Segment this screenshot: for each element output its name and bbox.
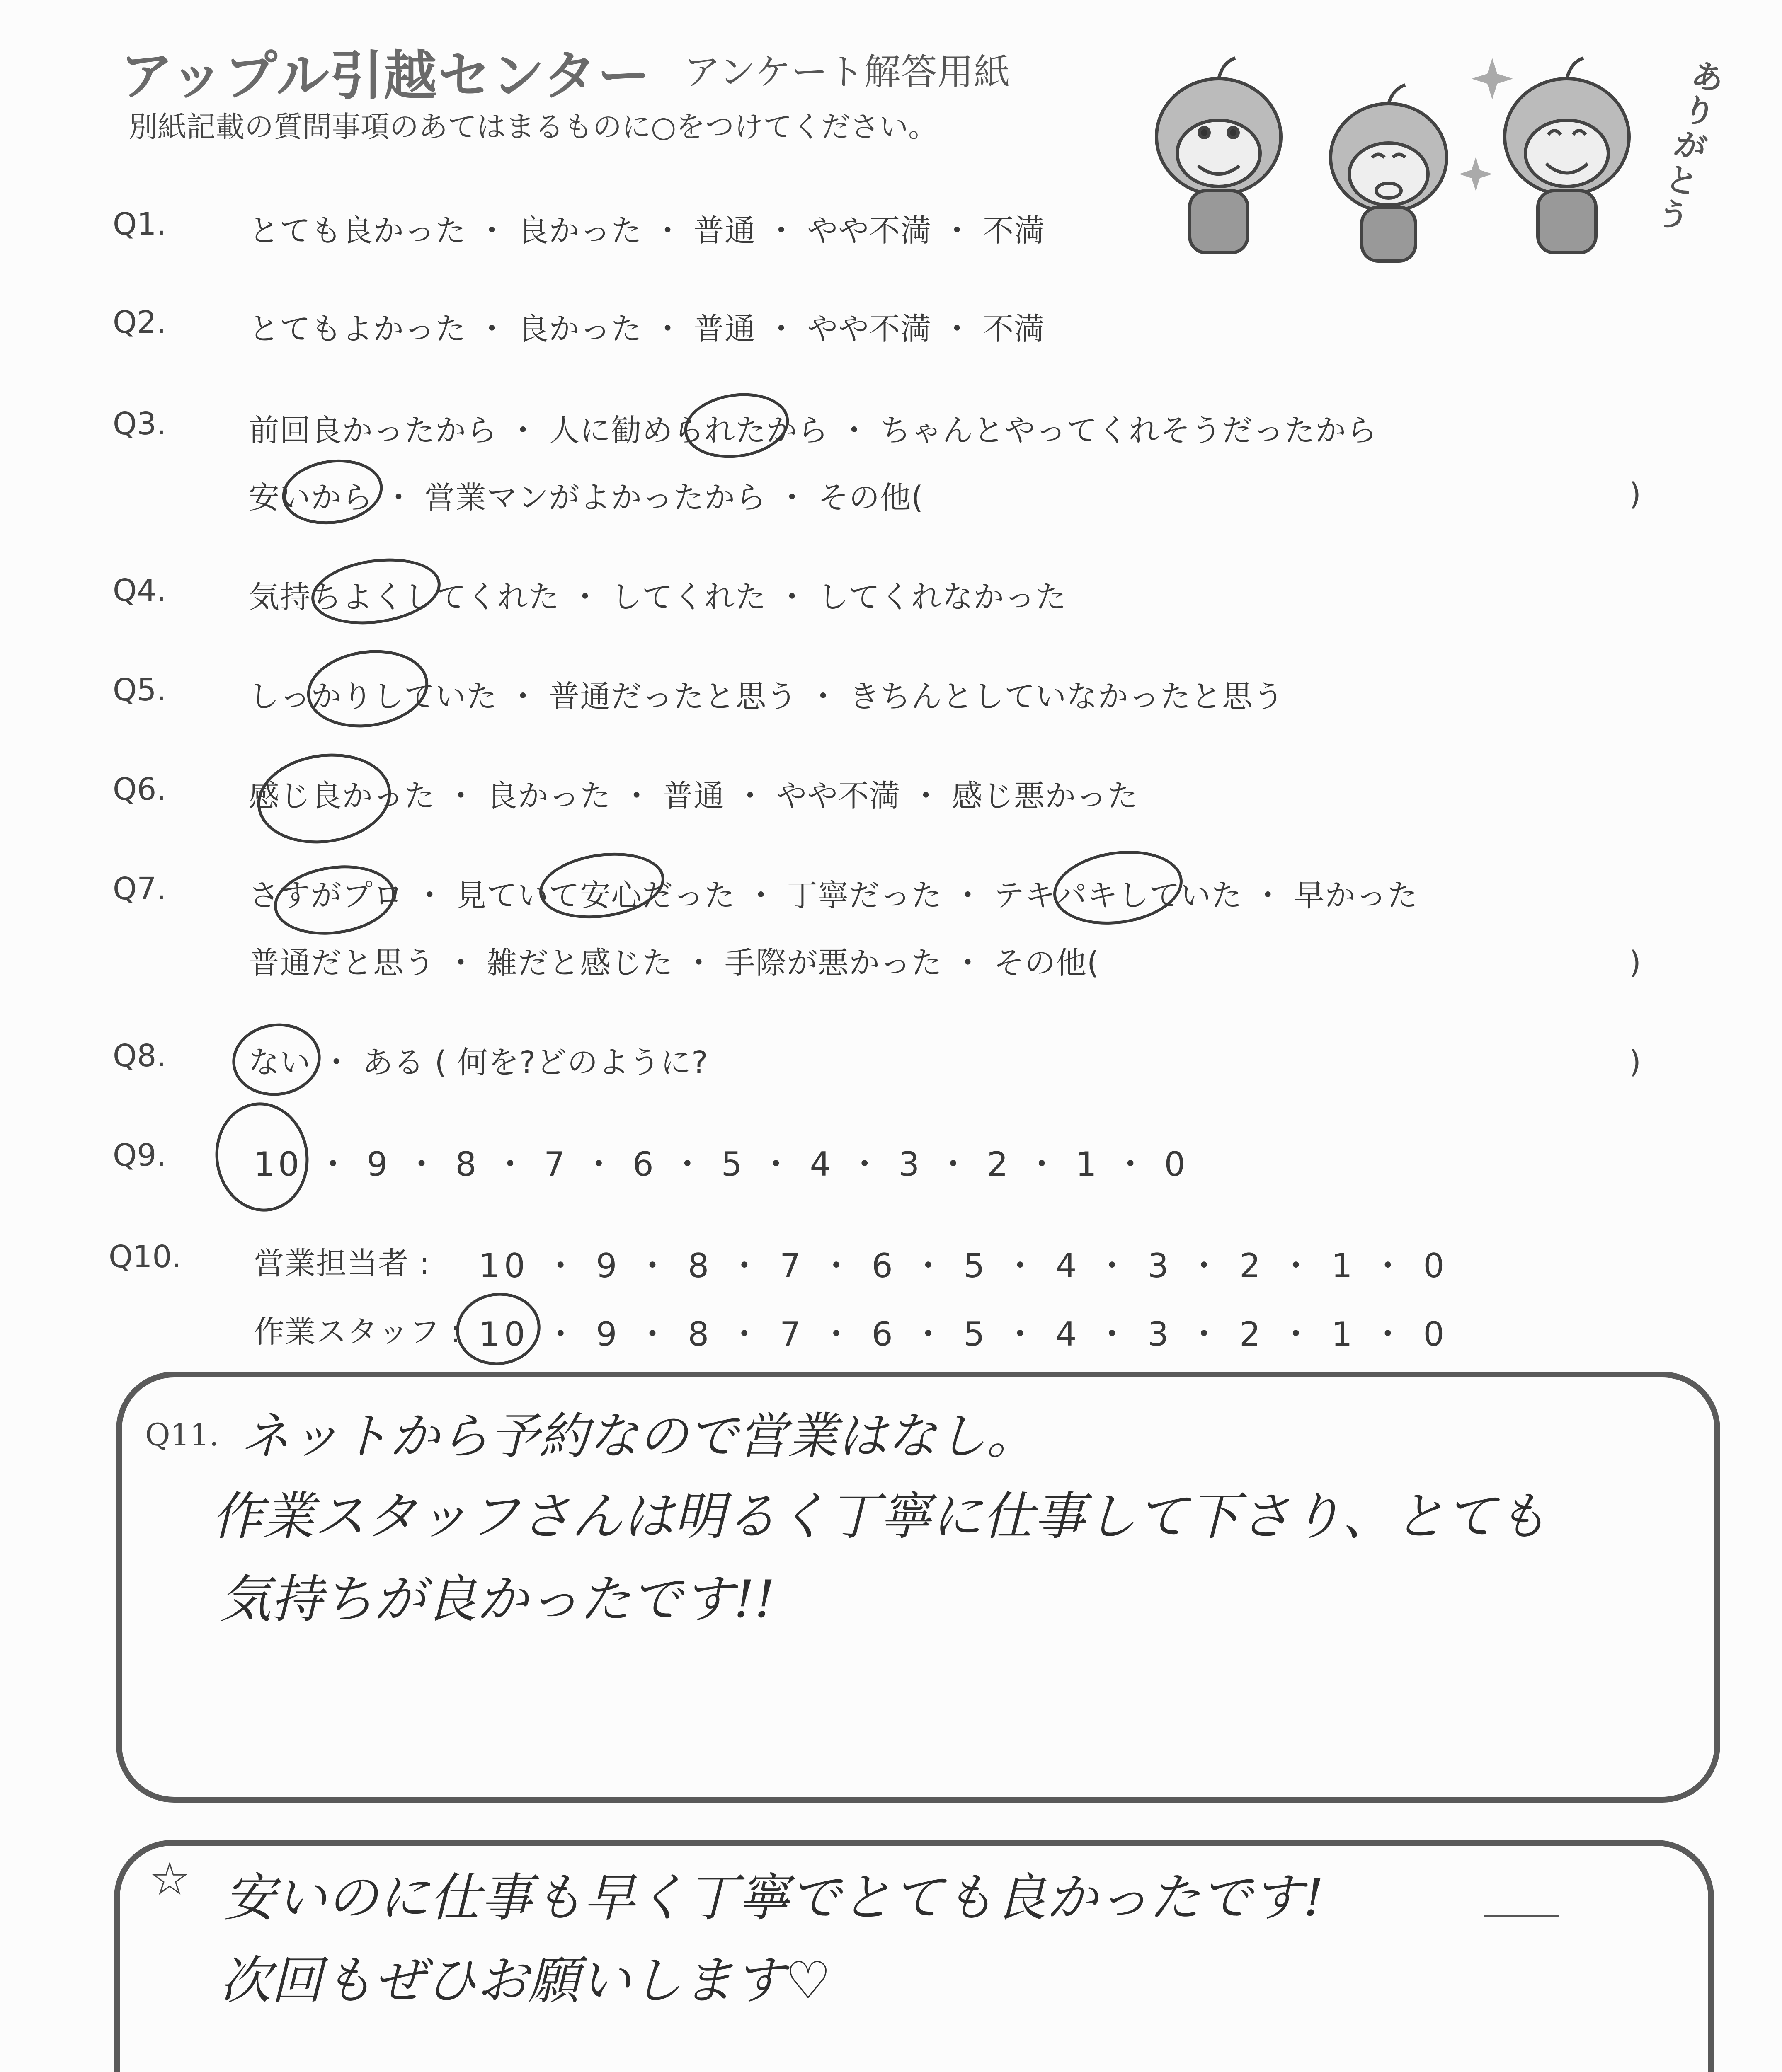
answer-circle-mark bbox=[278, 453, 387, 530]
answer-circle-mark bbox=[307, 551, 445, 632]
comment-line: 次回もぜひお願いします♡ bbox=[220, 1951, 832, 2011]
question-options: ない ・ ある ( 何を?どのように? bbox=[249, 1045, 708, 1080]
instruction-text: 別紙記載の質問事項のあてはまるものに○をつけてください。 bbox=[128, 110, 938, 144]
comment-line: 安いのに仕事も早く丁寧でとても良かったです! bbox=[224, 1868, 1324, 1928]
question-number: Q3. bbox=[113, 406, 166, 442]
q10-sales-label: 営業担当者 : bbox=[254, 1246, 430, 1281]
answer-circle-mark bbox=[269, 858, 400, 942]
q11-answer-line: ネットから予約なので営業はなし。 bbox=[240, 1408, 1036, 1465]
question-options: さすがプロ ・ 見ていて安心だった ・ 丁寧だった ・ テキパキしていた ・ 早かった bbox=[249, 878, 1418, 913]
thanks-text: ありがとう bbox=[1654, 55, 1728, 237]
question-options: とてもよかった ・ 良かった ・ 普通 ・ やや不満 ・ 不満 bbox=[249, 311, 1045, 347]
monkey-icon bbox=[1505, 58, 1629, 253]
question-number: Q6. bbox=[113, 772, 166, 807]
answer-circle-mark bbox=[302, 642, 434, 735]
page-title: アップル引越センター bbox=[120, 45, 651, 107]
question-options: 気持ちよくしてくれた ・ してくれた ・ してくれなかった bbox=[249, 579, 1067, 615]
monkey-icon bbox=[1156, 58, 1281, 253]
answer-circle-mark bbox=[209, 1097, 316, 1218]
answer-circle-mark bbox=[228, 1018, 325, 1101]
q11-answer-line: 作業スタッフさんは明るく丁寧に仕事して下さり、とても bbox=[211, 1487, 1548, 1547]
answer-circle-mark bbox=[680, 387, 793, 465]
star-icon: ☆ bbox=[149, 1852, 190, 1905]
monkey-mascots-illustration bbox=[1127, 33, 1708, 265]
close-paren: ) bbox=[1629, 945, 1641, 980]
stray-dash bbox=[1484, 1915, 1559, 1917]
question-number: Q2. bbox=[113, 305, 166, 340]
question-number: Q1. bbox=[113, 206, 166, 242]
q10-staff-scale: 10 ・ 9 ・ 8 ・ 7 ・ 6 ・ 5 ・ 4 ・ 3 ・ 2 ・ 1 ・ 0 bbox=[479, 1315, 1449, 1353]
close-paren: ) bbox=[1629, 1044, 1641, 1080]
monkey-icon bbox=[1331, 85, 1447, 261]
question-options: 普通だと思う ・ 雑だと感じた ・ 手際が悪かった ・ その他( bbox=[249, 945, 1100, 981]
close-paren: ) bbox=[1629, 477, 1641, 512]
question-number: Q9. bbox=[113, 1138, 166, 1173]
answer-circle-mark bbox=[252, 745, 397, 852]
answer-circle-mark bbox=[451, 1288, 545, 1371]
question-number: Q5. bbox=[113, 672, 166, 708]
question-options: 安いから ・ 営業マンがよかったから ・ その他( bbox=[249, 480, 924, 516]
question-options: 前回良かったから ・ 人に勧められたから ・ ちゃんとやってくれそうだったから bbox=[249, 413, 1378, 448]
q10-staff-label: 作業スタッフ : bbox=[254, 1314, 461, 1350]
q11-label: Q11. bbox=[145, 1417, 219, 1453]
question-number: Q10. bbox=[109, 1239, 182, 1275]
question-options: とても良かった ・ 良かった ・ 普通 ・ やや不満 ・ 不満 bbox=[249, 213, 1045, 249]
question-number: Q7. bbox=[113, 871, 166, 907]
question-options: 10 ・ 9 ・ 8 ・ 7 ・ 6 ・ 5 ・ 4 ・ 3 ・ 2 ・ 1 ・ 0 bbox=[254, 1145, 1189, 1184]
q11-answer-line: 気持ちが良かったです!! bbox=[220, 1570, 775, 1629]
question-number: Q8. bbox=[113, 1038, 166, 1074]
question-options: しっかりしていた ・ 普通だったと思う ・ きちんとしていなかったと思う bbox=[249, 679, 1285, 714]
answer-circle-mark bbox=[1048, 843, 1187, 932]
q10-sales-scale: 10 ・ 9 ・ 8 ・ 7 ・ 6 ・ 5 ・ 4 ・ 3 ・ 2 ・ 1 ・ 0 bbox=[479, 1247, 1449, 1285]
question-options: 感じ良かった ・ 良かった ・ 普通 ・ やや不満 ・ 感じ悪かった bbox=[249, 778, 1139, 814]
question-number: Q4. bbox=[113, 573, 166, 608]
page-subtitle: アンケート解答用紙 bbox=[684, 51, 1010, 93]
